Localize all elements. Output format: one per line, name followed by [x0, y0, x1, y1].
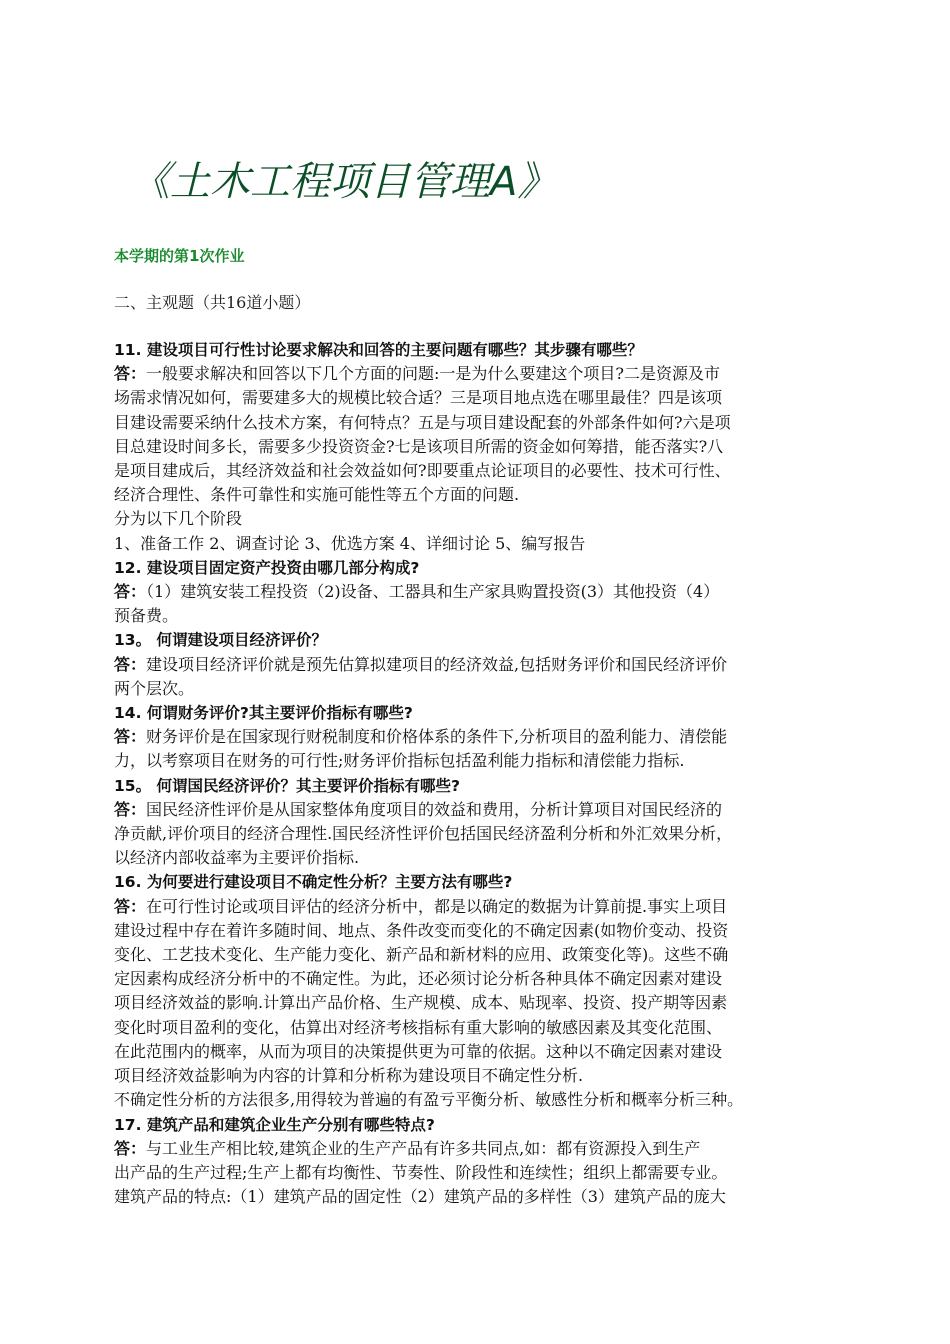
document-title: 《土木工程项目管理A》 [130, 159, 558, 205]
answer-11-line-6: 经济合理性、条件可靠性和实施可能性等五个方面的问题. [114, 485, 520, 505]
answer-11-line-3: 目建设需要采纳什么技术方案，有何特点？五是与项目建设配套的外部条件如何?六是项 [114, 412, 731, 432]
answer-12-line-1: 答：（1）建筑安装工程投资（2)设备、工器具和生产家具购置投资(3）其他投资（4） [114, 582, 720, 602]
answer-17-line-3: 建筑产品的特点:（1）建筑产品的固定性（2）建筑产品的多样性（3）建筑产品的庞大 [114, 1187, 726, 1207]
question-16: 16. 为何要进行建设项目不确定性分析？主要方法有哪些? [114, 873, 513, 892]
assignment-subtitle: 本学期的第1次作业 [114, 247, 245, 265]
answer-16-line-3: 变化、工艺技术变化、生产能力变化、新产品和新材料的应用、政策变化等)。这些不确 [114, 945, 729, 965]
answer-17-line-1: 答：与工业生产相比较,建筑企业的生产产品有许多共同点,如：都有资源投入到生产 [114, 1138, 701, 1158]
question-12: 12. 建设项目固定资产投资由哪几部分构成? [114, 558, 420, 577]
answer-16-line-5: 项目经济效益的影响.计算出产品价格、生产规模、成本、贴现率、投资、投产期等因素 [114, 993, 728, 1013]
answer-16-line-7: 在此范围内的概率，从而为项目的决策提供更为可靠的依据。这种以不确定因素对建设 [114, 1041, 723, 1061]
answer-14-line-1: 答：财务评价是在国家现行财税制度和价格体系的条件下,分析项目的盈利能力、清偿能 [114, 727, 728, 747]
qa-content [114, 338, 874, 1209]
answer-15-line-3: 以经济内部收益率为主要评价指标. [114, 848, 360, 868]
question-15: 15。 何谓国民经济评价？其主要评价指标有哪些? [114, 776, 460, 795]
answer-11-extra-2: 1、准备工作 2、调查讨论 3、优选方案 4、详细讨论 5、编写报告 [114, 533, 586, 553]
answer-11-line-2: 场需求情况如何，需要建多大的规模比较合适？三是项目地点选在哪里最佳？四是该项 [114, 388, 723, 408]
answer-label: 答： [114, 1138, 147, 1158]
answer-16-line-6: 变化时项目盈利的变化，估算出对经济考核指标有重大影响的敏感因素及其变化范围、 [114, 1017, 723, 1037]
answer-14-line-2: 力，以考察项目在财务的可行性;财务评价指标包括盈利能力指标和清偿能力指标. [114, 751, 685, 771]
answer-11-line-1: 答：一般要求解决和回答以下几个方面的问题:一是为什么要建这个项目?二是资源及市 [114, 364, 720, 384]
answer-label: 答： [114, 364, 147, 384]
answer-16-line-8: 项目经济效益影响为内容的计算和分析称为建设项目不确定性分析. [114, 1066, 584, 1086]
answer-label: 答： [114, 654, 147, 674]
answer-12-line-2: 预备费。 [114, 606, 179, 626]
question-17: 17. 建筑产品和建筑企业生产分别有哪些特点? [114, 1115, 435, 1134]
answer-16-line-4: 定因素构成经济分析中的不确定性。为此，还必须讨论分析各种具体不确定因素对建设 [114, 969, 723, 989]
question-14: 14. 何谓财务评价?其主要评价指标有哪些? [114, 704, 413, 723]
answer-16-extra-1: 不确定性分析的方法很多,用得较为普遍的有盈亏平衡分析、敏感性分析和概率分析三种。 [114, 1090, 744, 1110]
answer-label: 答： [114, 582, 147, 602]
question-13: 13。 何谓建设项目经济评价？ [114, 631, 327, 650]
answer-15-line-2: 净贡献,评价项目的经济合理性.国民经济性评价包括国民经济盈利分析和外汇效果分析， [114, 824, 733, 844]
answer-16-line-2: 建设过程中存在着许多随时间、地点、条件改变而变化的不确定因素(如物价变动、投资 [114, 920, 729, 940]
answer-15-line-1: 答：国民经济性评价是从国家整体角度项目的效益和费用，分析计算项目对国民经济的 [114, 799, 723, 819]
answer-11-line-4: 目总建设时间多长，需要多少投资资金?七是该项目所需的资金如何筹措，能否落实?八 [114, 436, 724, 456]
answer-17-line-2: 出产品的生产过程;生产上都有均衡性、节奏性、阶段性和连续性；组织上都需要专业。 [114, 1162, 728, 1182]
answer-11-line-5: 是项目建成后，其经济效益和社会效益如何?即要重点论证项目的必要性、技术可行性、 [114, 461, 731, 481]
answer-16-line-1: 答：在可行性讨论或项目评估的经济分析中，都是以确定的数据为计算前提.事实上项目 [114, 896, 728, 916]
answer-label: 答： [114, 799, 147, 819]
question-11: 11. 建设项目可行性讨论要求解决和回答的主要问题有哪些？其步骤有哪些？ [114, 341, 643, 359]
answer-13-line-2: 两个层次。 [114, 678, 195, 698]
section-heading: 二、主观题（共16道小题） [114, 293, 311, 312]
answer-label: 答： [114, 727, 147, 747]
answer-label: 答： [114, 896, 147, 916]
answer-13-line-1: 答：建设项目经济评价就是预先估算拟建项目的经济效益,包括财务评价和国民经济评价 [114, 654, 728, 674]
answer-11-extra-1: 分为以下几个阶段 [114, 509, 243, 529]
